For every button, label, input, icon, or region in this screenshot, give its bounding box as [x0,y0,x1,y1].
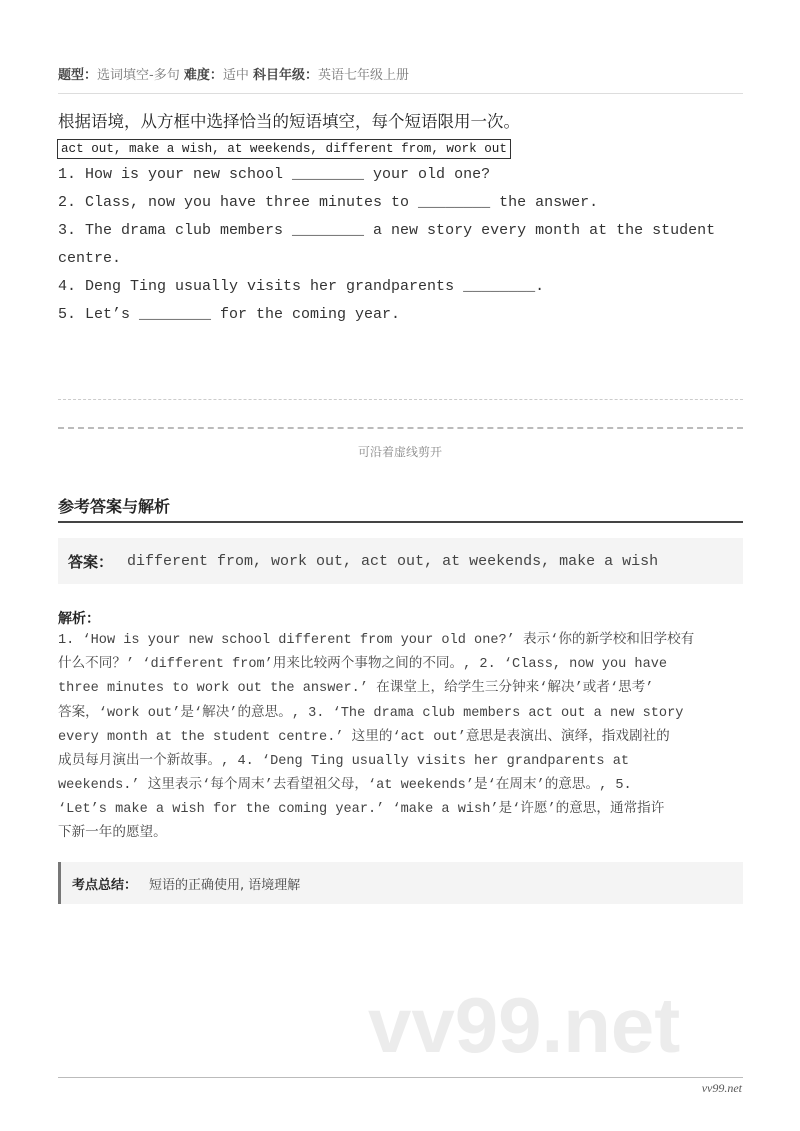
explanation-line: 成员每月演出一个新故事。, 4. ‘Deng Ting usually visits her grandparents at [58,754,630,769]
explanation-line: 什么不同？’ ‘different from’用来比较两个事物之间的不同。, 2. ‘Class, now you have [58,657,668,672]
explanation-line: three minutes to work out the answer.’ 在课堂上，给学生三分钟来‘解决’或者‘思考’ [58,681,654,696]
question-5: 5. Let’s ________ for the coming year. [58,306,401,323]
explanation-line: every month at the student centre.’ 这里的‘act out’意思是表演出、演绎，指戏剧社的 [58,730,670,745]
explanation-line: 下新一年的愿望。 [58,826,167,841]
section-divider [58,521,743,523]
answer-label: 答案： [68,552,114,571]
footer-site: vv99.net [701,1081,742,1095]
cut-line [58,427,743,429]
difficulty-value: 适中 [222,68,249,83]
footer-divider [58,1077,743,1078]
question-4: 4. Deng Ting usually visits her grandparents ________. [58,278,545,295]
question-1: 1. How is your new school ________ your old one? [58,166,491,183]
answer-box [58,538,743,584]
answer-section-title: 参考答案与解析 [58,497,171,516]
summary-text: 短语的正确使用, 语境理解 [149,877,301,893]
answer-space-line [58,399,743,400]
answer-text: different from, work out, act out, at weekends, make a wish [127,552,659,570]
divider [58,93,743,94]
type-label: 题型： [58,68,98,83]
difficulty-label: 难度： [183,68,223,83]
explanation-line: weekends.’ 这里表示‘每个周末’去看望祖父母，‘at weekends’是‘在周末’的意思。, 5. [58,778,632,793]
type-value: 选词填空-多句 [97,68,180,83]
summary-box [58,862,743,904]
cut-hint: 可沿着虚线剪开 [357,445,442,459]
subject-label: 科目年级： [253,68,319,83]
explanation-line: ‘Let’s make a wish for the coming year.’ ‘make a wish’是‘许愿’的意思，通常指许 [58,802,665,817]
question-meta [58,64,409,83]
question-2: 2. Class, now you have three minutes to ________ the answer. [58,194,599,211]
subject-value: 英语七年级上册 [318,68,410,83]
watermark: vv99.net [368,981,681,1069]
question-3: 3. The drama club members ________ a new story every month at the student [58,222,716,239]
question-3-cont: centre. [58,250,122,267]
instruction: 根据语境，从方框中选择恰当的短语填空，每个短语限用一次。 [58,112,520,131]
summary-label: 考点总结： [72,877,138,893]
explanation-label: 解析： [58,611,100,627]
explanation-line: 答案，‘work out’是‘解决’的意思。, 3. ‘The drama club members act out a new story [58,706,684,721]
explanation-line: 1. ‘How is your new school different from your old one?’ 表示‘你的新学校和旧学校有 [58,633,695,648]
word-box: act out, make a wish, at weekends, different from, work out [57,139,511,159]
